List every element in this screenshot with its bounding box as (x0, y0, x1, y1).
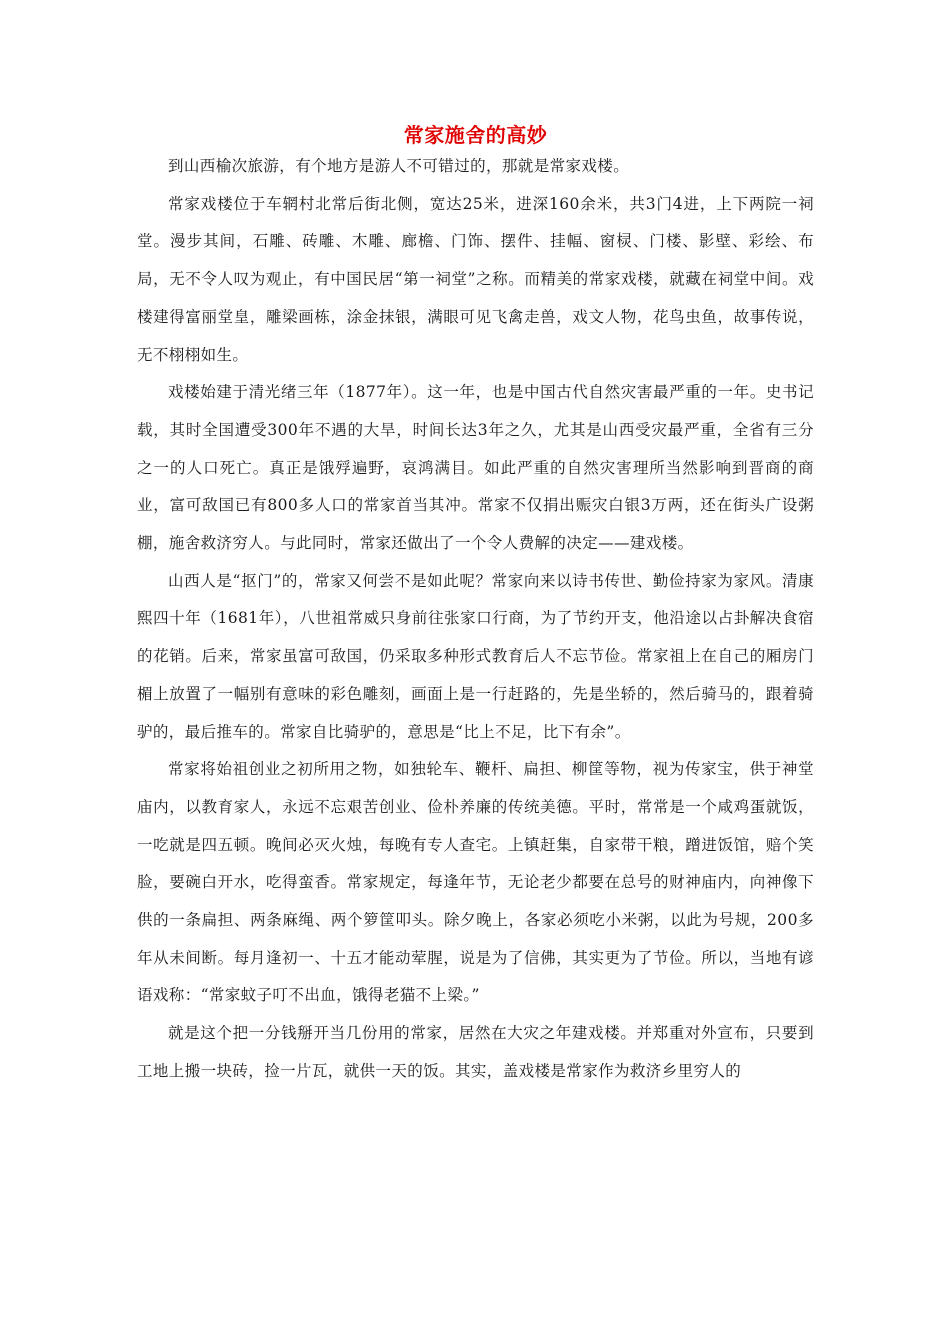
paragraph-family-frugality: 山西人是“抠门”的，常家又何尝不是如此呢？常家向来以诗书传世、勤俭持家为家风。清康熙四十年（1681年），八世祖常威只身前往张家口行商，为了节约开支，他沿途以占卦解决食宿的花销。后来，常家虽富可敌国，仍采取多种形式教育后人不忘节俭。常家祖上在自己的厢房门楣上放置了一幅别有意味的彩色雕刻，画面上是一行赶路的，先是坐轿的，然后骑马的，跟着骑驴的，最后推车的。常家自比骑驴的，意思是“比上不足，比下有余”。 (137, 571, 814, 741)
document-page (137, 118, 814, 1091)
paragraph-family-traditions: 常家将始祖创业之初所用之物，如独轮车、鞭杆、扁担、柳筐等物，视为传家宝，供于神堂庙内，以教育家人，永远不忘艰苦创业、俭朴养廉的传统美德。平时，常常是一个咸鸡蛋就饭，一吃就是四五顿。晚间必灭火烛，每晚有专人查宅。上镇赶集，自家带干粮，蹭进饭馆，赔个笑脸，要碗白开水，吃得蛮香。常家规定，每逢年节，无论老少都要在总号的财神庙内，向神像下供的一条扁担、两条麻绳、两个箩筐叩头。除夕晚上，各家必须吃小米粥，以此为号规，200多年从未间断。每月逢初一、十五才能动荤腥，说是为了信佛，其实更为了节俭。所以，当地有谚语戏称：“常家蚊子叮不出血，饿得老猫不上梁。” (137, 760, 814, 1005)
paragraph-famine-history: 戏楼始建于清光绪三年（1877年）。这一年，也是中国古代自然灾害最严重的一年。史书记载，其时全国遭受300年不遇的大旱，时间长达3年之久，尤其是山西受灾最严重，全省有三分之一的人口死亡。真正是饿殍遍野，哀鸿满目。如此严重的自然灾害理所当然影响到晋商的商业，富可敌国已有800多人口的常家首当其冲。常家不仅捐出赈灾白银3万两，还在街头广设粥棚，施舍救济穷人。与此同时，常家还做出了一个令人费解的决定——建戏楼。 (137, 383, 814, 553)
document-title: 常家施舍的高妙 (403, 123, 548, 147)
paragraph-building-theater: 就是这个把一分钱掰开当几份用的常家，居然在大灾之年建戏楼。并郑重对外宣布，只要到工地上搬一块砖，捡一片瓦，就供一天的饭。其实，盖戏楼是常家作为救济乡里穷人的 (137, 1024, 814, 1080)
paragraph-theater-description: 常家戏楼位于车辋村北常后街北侧，宽达25米，进深160余米，共3门4进，上下两院一祠堂。漫步其间，石雕、砖雕、木雕、廊檐、门饰、摆件、挂幅、窗棂、门楼、影壁、彩绘、布局，无不令人叹为观止，有中国民居“第一祠堂”之称。而精美的常家戏楼，就藏在祠堂中间。戏楼建得富丽堂皇，雕梁画栋，涂金抹银，满眼可见飞禽走兽，戏文人物，花鸟虫鱼，故事传说，无不栩栩如生。 (137, 194, 814, 364)
paragraph-intro: 到山西榆次旅游，有个地方是游人不可错过的，那就是常家戏楼。 (168, 157, 630, 175)
